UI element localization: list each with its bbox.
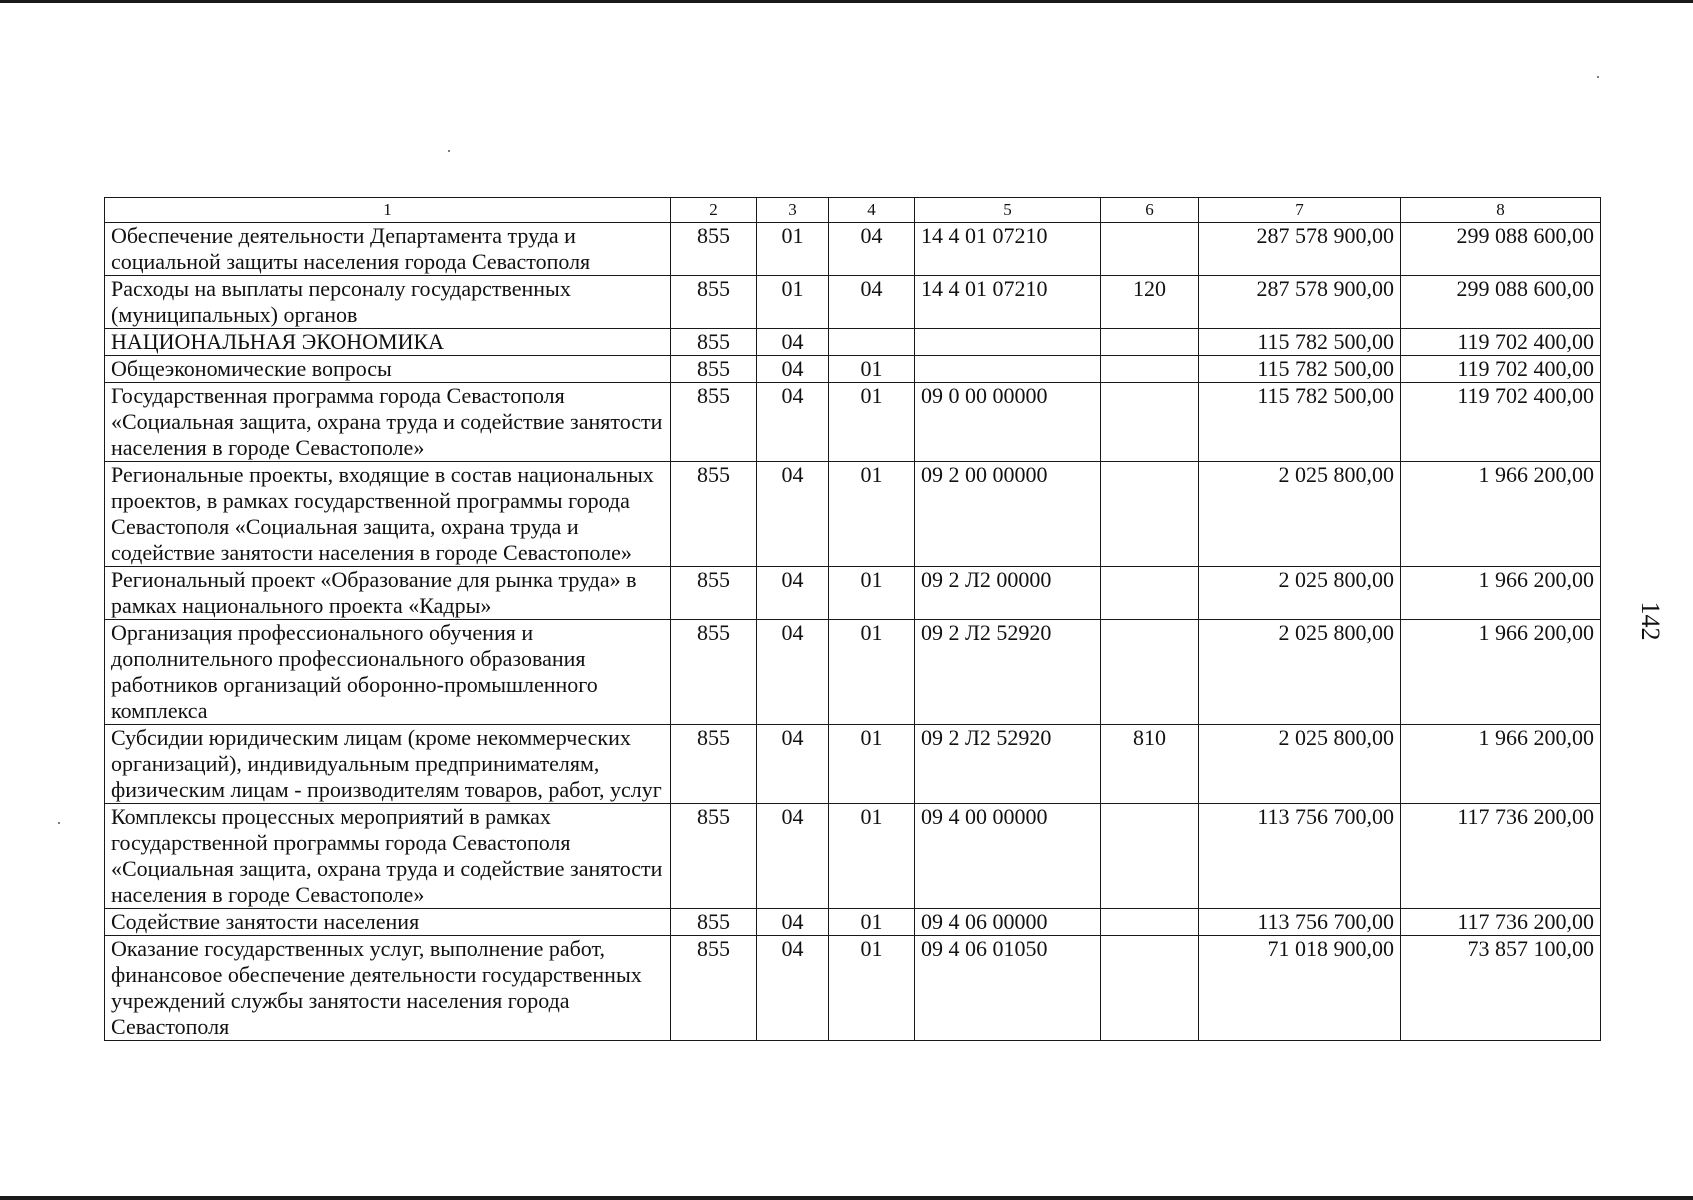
row-name: Обеспечение деятельности Департамента труда и социальной защиты населения города Севастополя [105, 223, 671, 276]
table-row [105, 620, 1601, 725]
row-rz: 04 [757, 462, 829, 567]
scan-bottom-edge [0, 1196, 1693, 1200]
row-sum2: 1 966 200,00 [1401, 620, 1601, 725]
row-sum2: 1 966 200,00 [1401, 725, 1601, 804]
table-row [105, 462, 1601, 567]
table-row [105, 936, 1601, 1041]
row-grbs: 855 [671, 329, 757, 356]
table-row [105, 725, 1601, 804]
row-rz: 04 [757, 567, 829, 620]
row-sum1: 287 578 900,00 [1199, 223, 1401, 276]
row-grbs: 855 [671, 462, 757, 567]
row-pr: 01 [829, 804, 915, 909]
row-grbs: 855 [671, 725, 757, 804]
row-grbs: 855 [671, 909, 757, 936]
row-grbs: 855 [671, 567, 757, 620]
row-vr [1101, 936, 1199, 1041]
row-grbs: 855 [671, 620, 757, 725]
row-sum1: 115 782 500,00 [1199, 356, 1401, 383]
budget-table [104, 197, 1601, 1041]
row-grbs: 855 [671, 276, 757, 329]
column-header: 4 [829, 198, 915, 223]
column-header: 1 [105, 198, 671, 223]
row-sum1: 71 018 900,00 [1199, 936, 1401, 1041]
row-grbs: 855 [671, 223, 757, 276]
row-csr: 09 2 Л2 52920 [915, 620, 1101, 725]
row-rz: 04 [757, 356, 829, 383]
row-csr [915, 356, 1101, 383]
column-header: 2 [671, 198, 757, 223]
table-row [105, 329, 1601, 356]
row-pr: 01 [829, 936, 915, 1041]
table-row [105, 223, 1601, 276]
row-sum2: 73 857 100,00 [1401, 936, 1601, 1041]
row-rz: 04 [757, 383, 829, 462]
row-sum2: 1 966 200,00 [1401, 567, 1601, 620]
row-vr [1101, 620, 1199, 725]
table-row [105, 276, 1601, 329]
table-row [105, 909, 1601, 936]
table-row [105, 804, 1601, 909]
row-sum1: 113 756 700,00 [1199, 804, 1401, 909]
row-csr [915, 329, 1101, 356]
row-pr: 01 [829, 909, 915, 936]
row-csr: 14 4 01 07210 [915, 223, 1101, 276]
row-pr: 04 [829, 223, 915, 276]
row-grbs: 855 [671, 804, 757, 909]
row-csr: 09 4 06 00000 [915, 909, 1101, 936]
column-number-row [105, 198, 1601, 223]
row-grbs: 855 [671, 356, 757, 383]
row-name: Содействие занятости населения [105, 909, 671, 936]
row-csr: 09 4 00 00000 [915, 804, 1101, 909]
row-vr [1101, 223, 1199, 276]
row-sum1: 2 025 800,00 [1199, 567, 1401, 620]
row-sum1: 2 025 800,00 [1199, 620, 1401, 725]
row-name: Субсидии юридическим лицам (кроме некоммерческих организаций), индивидуальным предпринимателям, физическим лицам - производителям товаров, работ, услуг [105, 725, 671, 804]
row-sum2: 117 736 200,00 [1401, 804, 1601, 909]
row-vr [1101, 383, 1199, 462]
row-sum1: 2 025 800,00 [1199, 725, 1401, 804]
row-sum2: 119 702 400,00 [1401, 329, 1601, 356]
scan-speck [1597, 76, 1599, 78]
page-number: 142 [1636, 601, 1665, 641]
row-rz: 01 [757, 276, 829, 329]
column-header: 7 [1199, 198, 1401, 223]
row-pr: 01 [829, 567, 915, 620]
column-header: 8 [1401, 198, 1601, 223]
row-csr: 09 2 00 00000 [915, 462, 1101, 567]
row-grbs: 855 [671, 383, 757, 462]
row-name: Комплексы процессных мероприятий в рамках государственной программы города Севастополя «Социальная защита, охрана труда и содействие занятости населения в городе Севастополе» [105, 804, 671, 909]
row-sum1: 2 025 800,00 [1199, 462, 1401, 567]
scan-speck [58, 822, 60, 824]
row-csr: 09 4 06 01050 [915, 936, 1101, 1041]
row-vr [1101, 356, 1199, 383]
row-vr [1101, 567, 1199, 620]
row-vr [1101, 909, 1199, 936]
row-vr: 120 [1101, 276, 1199, 329]
row-sum1: 113 756 700,00 [1199, 909, 1401, 936]
row-rz: 04 [757, 804, 829, 909]
row-csr: 14 4 01 07210 [915, 276, 1101, 329]
row-sum2: 299 088 600,00 [1401, 223, 1601, 276]
row-name: Оказание государственных услуг, выполнение работ, финансовое обеспечение деятельности государственных учреждений службы занятости населения города Севастополя [105, 936, 671, 1041]
table-row [105, 356, 1601, 383]
row-name: Организация профессионального обучения и дополнительного профессионального образования работников организаций оборонно-промышленного комплекса [105, 620, 671, 725]
row-sum1: 115 782 500,00 [1199, 329, 1401, 356]
row-grbs: 855 [671, 936, 757, 1041]
row-name: Региональные проекты, входящие в состав национальных проектов, в рамках государственной программы города Севастополя «Социальная защита, охрана труда и содействие занятости населения в городе Севастополе» [105, 462, 671, 567]
table-row [105, 383, 1601, 462]
row-pr: 01 [829, 356, 915, 383]
row-rz: 04 [757, 909, 829, 936]
column-header: 5 [915, 198, 1101, 223]
scan-speck [448, 150, 450, 152]
row-rz: 04 [757, 936, 829, 1041]
row-pr: 01 [829, 725, 915, 804]
row-pr: 01 [829, 383, 915, 462]
column-header: 3 [757, 198, 829, 223]
row-rz: 01 [757, 223, 829, 276]
row-sum2: 119 702 400,00 [1401, 383, 1601, 462]
row-name: Государственная программа города Севастополя «Социальная защита, охрана труда и содействие занятости населения в городе Севастополе» [105, 383, 671, 462]
row-rz: 04 [757, 329, 829, 356]
row-sum2: 119 702 400,00 [1401, 356, 1601, 383]
row-vr [1101, 804, 1199, 909]
row-vr: 810 [1101, 725, 1199, 804]
scan-top-edge [0, 0, 1693, 3]
row-name: НАЦИОНАЛЬНАЯ ЭКОНОМИКА [105, 329, 671, 356]
row-rz: 04 [757, 725, 829, 804]
row-sum2: 1 966 200,00 [1401, 462, 1601, 567]
row-name: Общеэкономические вопросы [105, 356, 671, 383]
row-pr: 01 [829, 620, 915, 725]
row-csr: 09 2 Л2 00000 [915, 567, 1101, 620]
row-sum1: 287 578 900,00 [1199, 276, 1401, 329]
row-pr [829, 329, 915, 356]
row-vr [1101, 462, 1199, 567]
row-vr [1101, 329, 1199, 356]
row-sum2: 299 088 600,00 [1401, 276, 1601, 329]
row-name: Региональный проект «Образование для рынка труда» в рамках национального проекта «Кадры» [105, 567, 671, 620]
row-csr: 09 0 00 00000 [915, 383, 1101, 462]
column-header: 6 [1101, 198, 1199, 223]
row-pr: 01 [829, 462, 915, 567]
row-name: Расходы на выплаты персоналу государственных (муниципальных) органов [105, 276, 671, 329]
table-row [105, 567, 1601, 620]
row-rz: 04 [757, 620, 829, 725]
row-sum2: 117 736 200,00 [1401, 909, 1601, 936]
row-sum1: 115 782 500,00 [1199, 383, 1401, 462]
row-csr: 09 2 Л2 52920 [915, 725, 1101, 804]
row-pr: 04 [829, 276, 915, 329]
